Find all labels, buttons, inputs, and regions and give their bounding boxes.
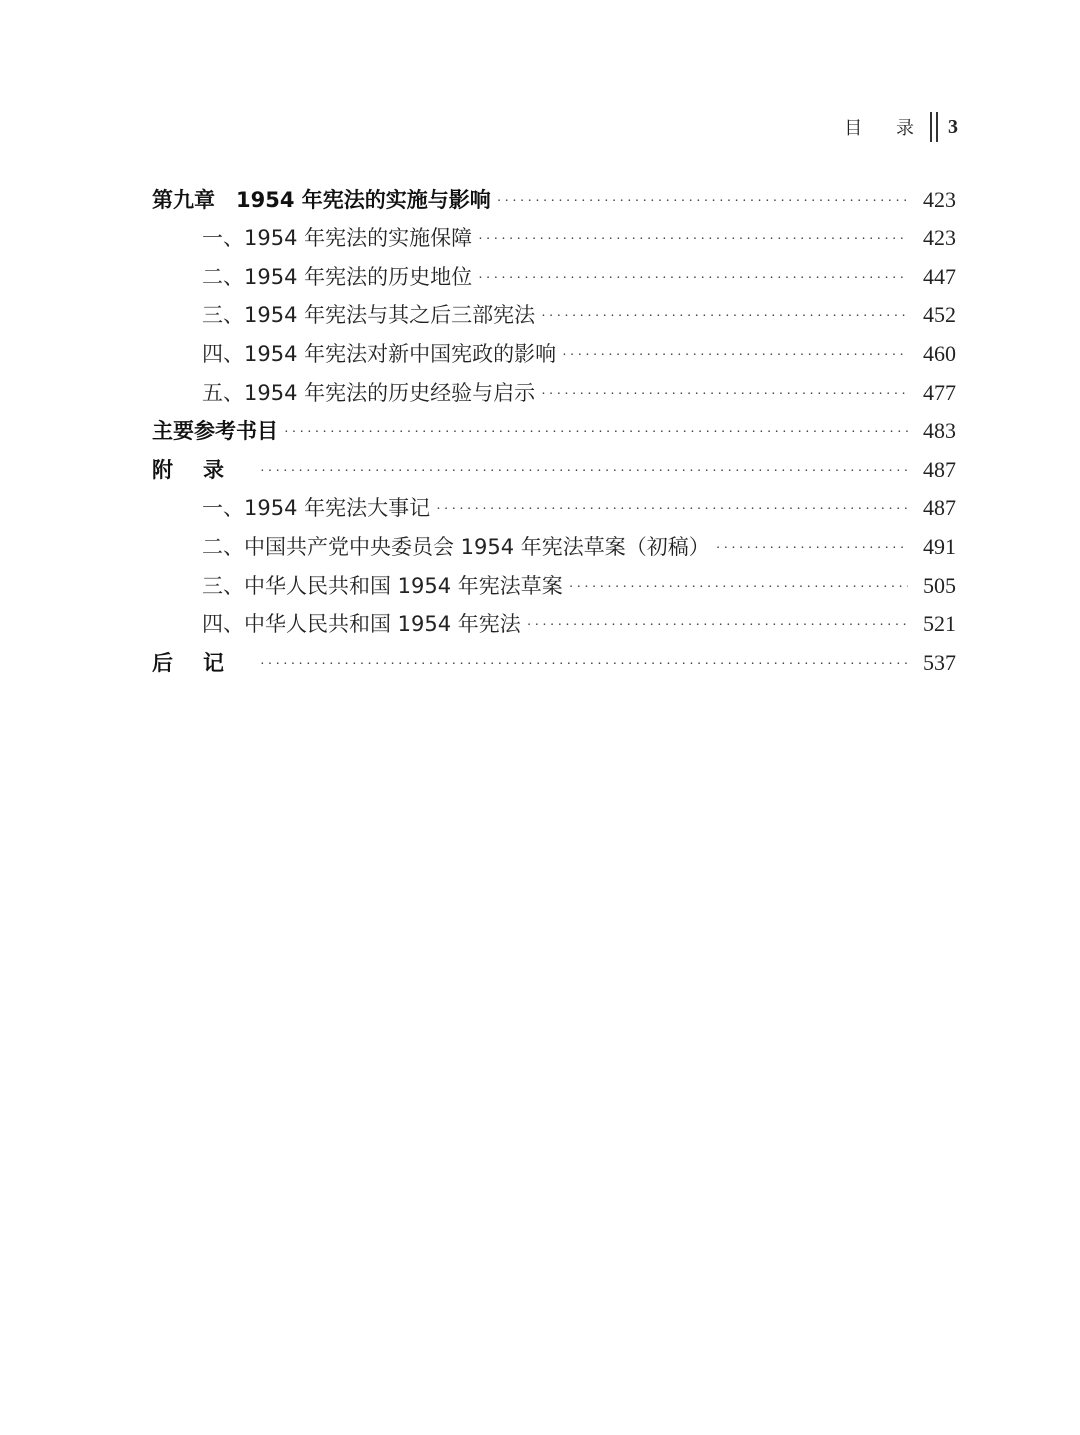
toc-dot-leader bbox=[284, 416, 908, 450]
toc-entry-page: 447 bbox=[923, 263, 956, 289]
toc-entry-title: 四、中华人民共和国 1954 年宪法 bbox=[202, 612, 521, 637]
toc-entry-page: 487 bbox=[923, 456, 956, 482]
toc-entry-title: 一、1954 年宪法的实施保障 bbox=[202, 226, 473, 251]
header-double-rule bbox=[930, 112, 938, 142]
toc-entry-page: 452 bbox=[923, 302, 956, 328]
toc-dot-leader bbox=[562, 339, 908, 373]
toc-entry-9-2 bbox=[152, 257, 956, 296]
toc-entry-title: 二、1954 年宪法的历史地位 bbox=[202, 264, 473, 289]
toc-entry-appendix-3 bbox=[152, 566, 956, 605]
toc-entry-page: 423 bbox=[923, 186, 956, 212]
toc-entry-9-1 bbox=[152, 219, 956, 258]
toc-dot-leader bbox=[436, 493, 908, 527]
toc-entry-title: 一、1954 年宪法大事记 bbox=[202, 496, 431, 521]
toc-entry-title: 第九章 1954 年宪法的实施与影响 bbox=[152, 187, 491, 212]
toc-dot-leader bbox=[527, 609, 908, 643]
toc-entry-page: 460 bbox=[923, 340, 956, 366]
running-header bbox=[844, 112, 958, 142]
toc-entry-page: 483 bbox=[923, 418, 956, 444]
toc-entry-page: 423 bbox=[923, 225, 956, 251]
table-of-contents bbox=[152, 180, 956, 682]
toc-entry-page: 487 bbox=[923, 495, 956, 521]
toc-entry-appendix-1 bbox=[152, 489, 956, 528]
toc-entry-page: 477 bbox=[923, 379, 956, 405]
toc-entry-page: 505 bbox=[923, 572, 956, 598]
toc-dot-leader bbox=[478, 223, 908, 257]
toc-entry-appendix-4 bbox=[152, 605, 956, 644]
toc-entry-page: 521 bbox=[923, 611, 956, 637]
header-page-number: 3 bbox=[948, 115, 958, 138]
toc-entry-9-4 bbox=[152, 334, 956, 373]
toc-entry-appendix bbox=[152, 450, 956, 489]
header-section-label: 目 录 bbox=[844, 118, 928, 139]
toc-entry-title: 二、中国共产党中央委员会 1954 年宪法草案（初稿） bbox=[202, 534, 710, 559]
toc-dot-leader bbox=[569, 571, 908, 605]
toc-dot-leader bbox=[541, 300, 908, 334]
toc-entry-9-5 bbox=[152, 373, 956, 412]
toc-entry-title: 三、中华人民共和国 1954 年宪法草案 bbox=[202, 573, 563, 598]
toc-entry-appendix-2 bbox=[152, 527, 956, 566]
toc-dot-leader bbox=[260, 648, 908, 682]
toc-entry-9-3 bbox=[152, 296, 956, 335]
toc-dot-leader bbox=[497, 185, 908, 219]
toc-entry-postscript bbox=[152, 643, 956, 682]
toc-dot-leader bbox=[716, 532, 908, 566]
toc-entry-title: 主要参考书目 bbox=[152, 419, 278, 444]
toc-entry-title: 后记 bbox=[152, 650, 254, 675]
toc-entry-page: 537 bbox=[923, 649, 956, 675]
toc-entry-title: 五、1954 年宪法的历史经验与启示 bbox=[202, 380, 536, 405]
toc-entry-bibliography bbox=[152, 412, 956, 451]
toc-dot-leader bbox=[260, 455, 908, 489]
toc-dot-leader bbox=[478, 262, 908, 296]
toc-entry-title: 四、1954 年宪法对新中国宪政的影响 bbox=[202, 341, 557, 366]
toc-entry-chapter-9 bbox=[152, 180, 956, 219]
toc-entry-title: 附录 bbox=[152, 457, 254, 482]
toc-entry-title: 三、1954 年宪法与其之后三部宪法 bbox=[202, 303, 536, 328]
toc-entry-page: 491 bbox=[923, 533, 956, 559]
toc-dot-leader bbox=[541, 378, 908, 412]
